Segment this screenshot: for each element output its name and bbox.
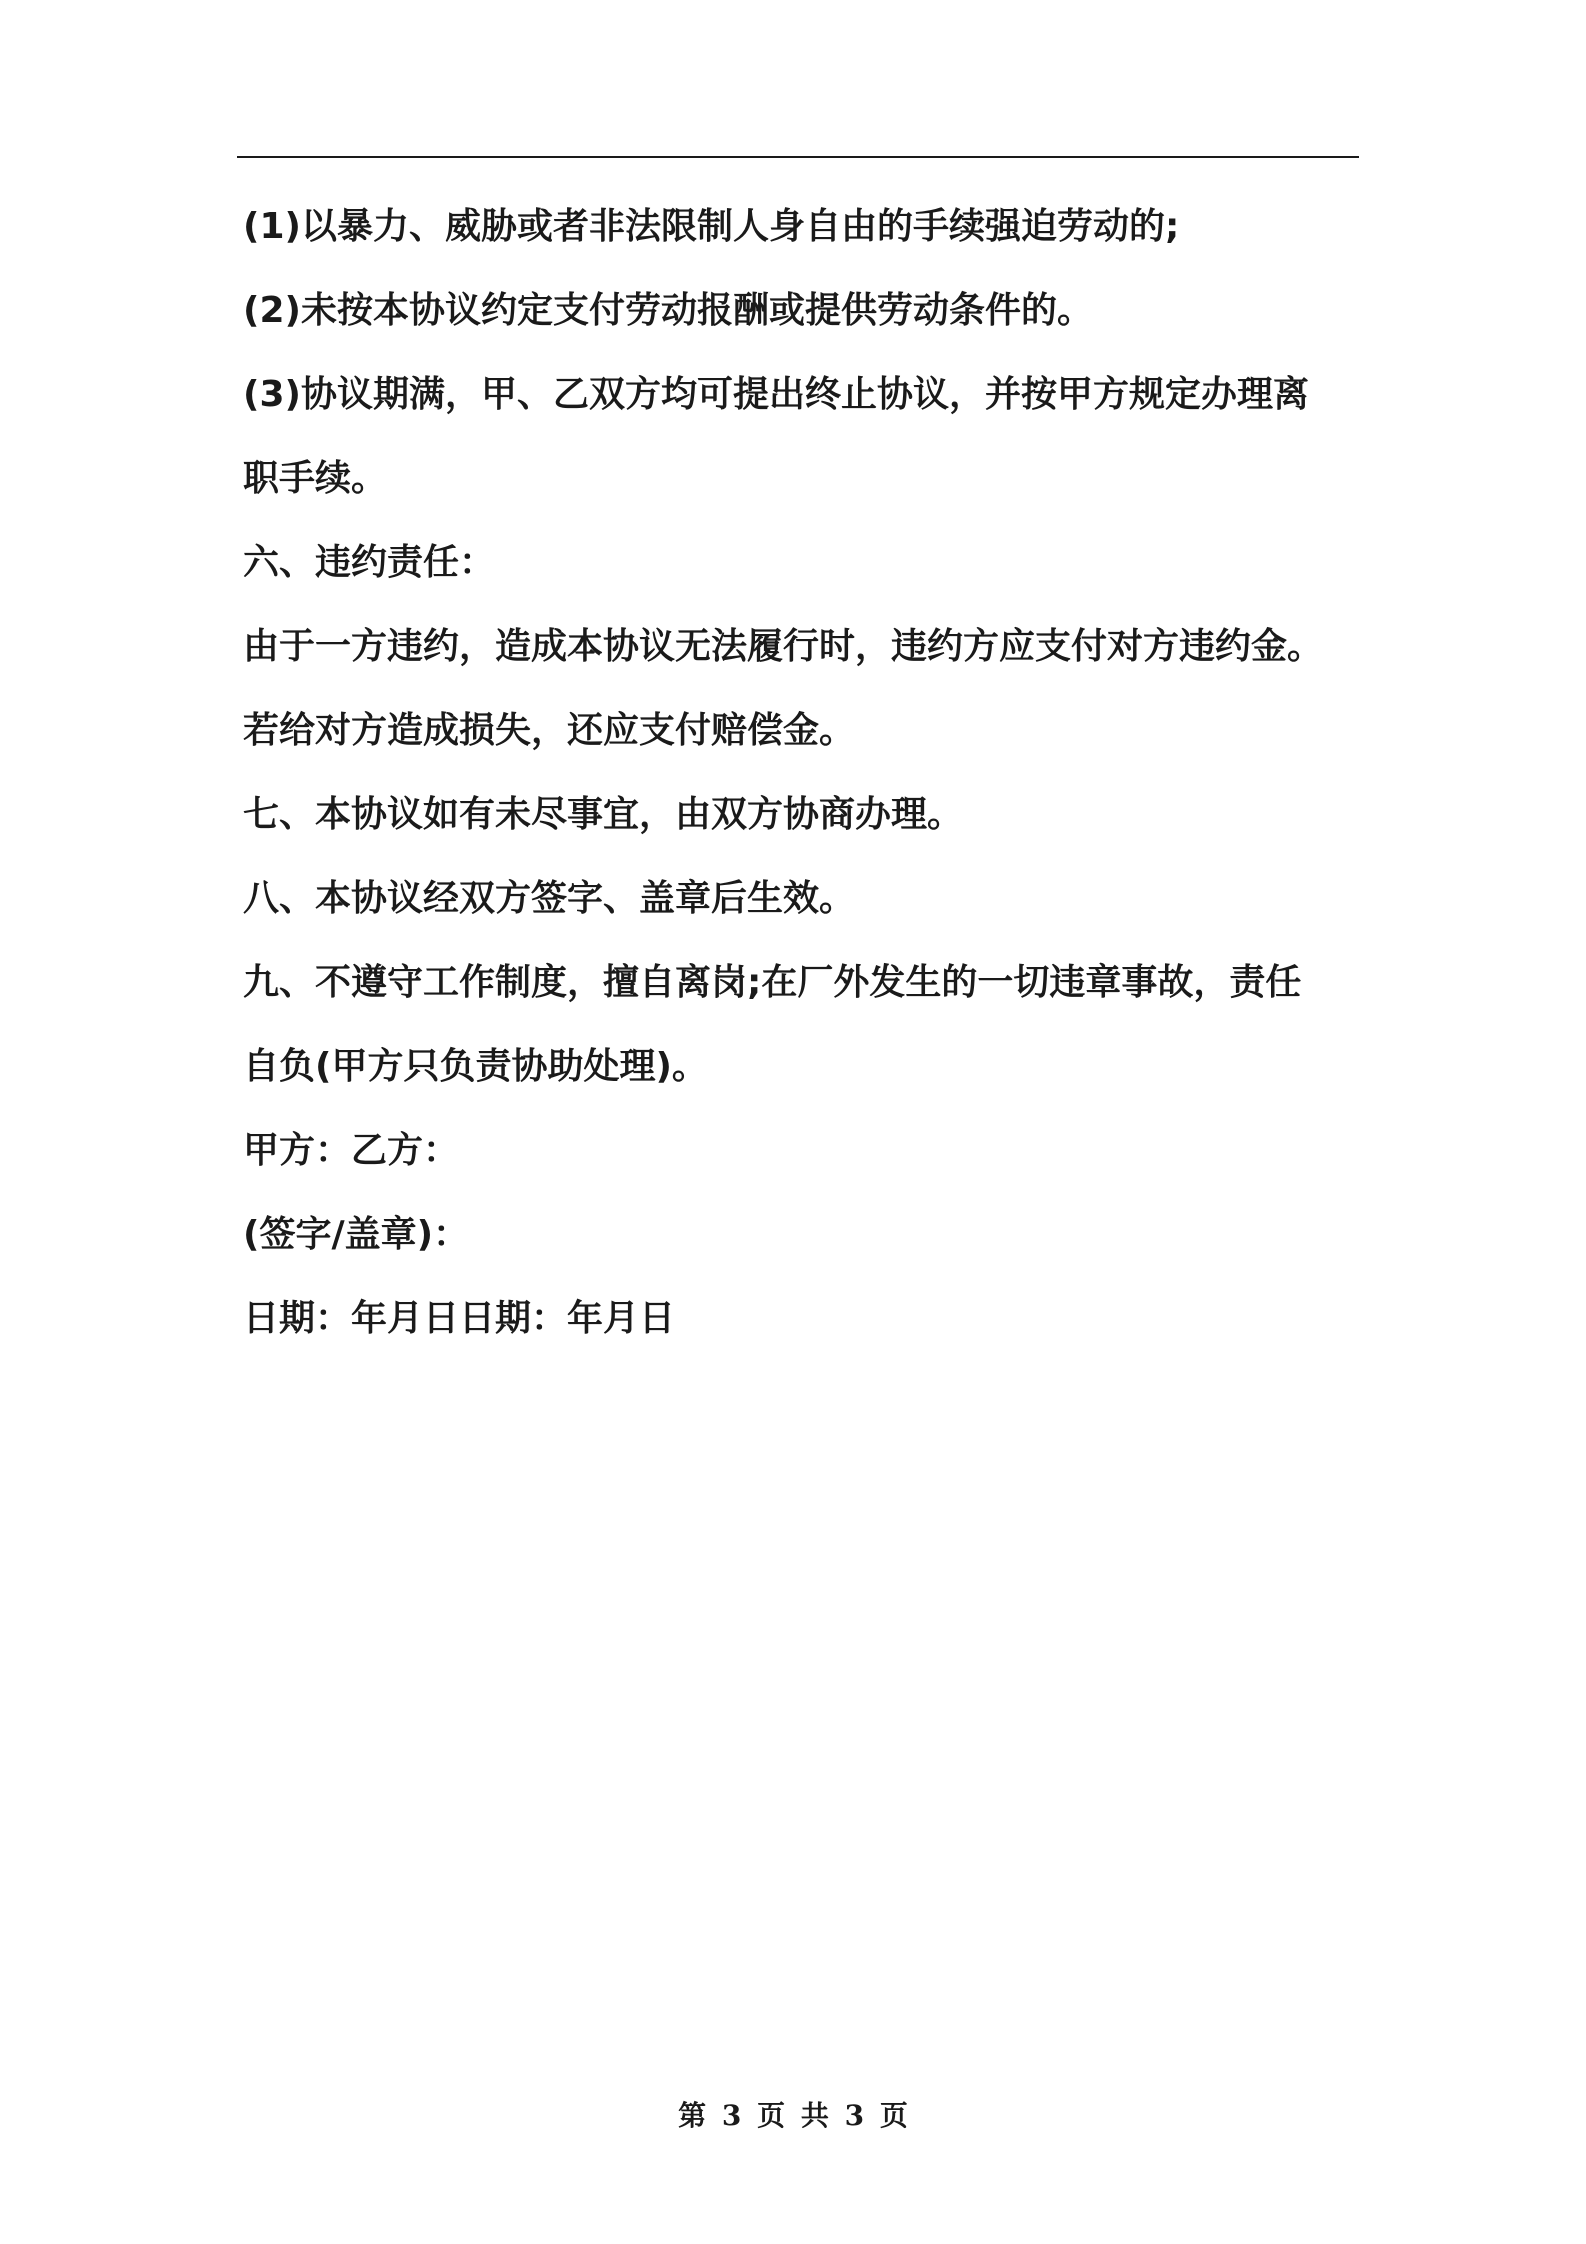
clause-5-item-2: (2)未按本协议约定支付劳动报酬或提供劳动条件的。 xyxy=(243,290,1093,331)
date-labels: 日期：年月日日期：年月日 xyxy=(243,1298,676,1339)
party-signature-labels: 甲方：乙方： xyxy=(243,1130,460,1171)
signature-stamp-label: (签字/盖章)： xyxy=(243,1214,470,1255)
breach-paragraph-line-1: 由于一方违约，造成本协议无法履行时，违约方应支付对方违约金。 xyxy=(243,626,1324,667)
breach-paragraph-line-2: 若给对方造成损失，还应支付赔偿金。 xyxy=(243,710,856,751)
clause-9-line-2: 自负(甲方只负责协助处理)。 xyxy=(243,1046,708,1087)
section-heading-breach-liability: 六、违约责任： xyxy=(243,542,496,583)
header-rule xyxy=(237,156,1359,158)
clause-9-line-1: 九、不遵守工作制度，擅自离岗;在厂外发生的一切违章事故，责任 xyxy=(243,962,1302,1003)
clause-5-item-1: (1)以暴力、威胁或者非法限制人身自由的手续强迫劳动的; xyxy=(243,206,1180,247)
clause-5-item-3-line-1: (3)协议期满，甲、乙双方均可提出终止协议，并按甲方规定办理离 xyxy=(243,374,1309,415)
page-number-footer: 第 3 页 共 3 页 xyxy=(678,2099,908,2132)
clause-7: 七、本协议如有未尽事宜，由双方协商办理。 xyxy=(243,794,964,835)
clause-8: 八、本协议经双方签字、盖章后生效。 xyxy=(243,878,856,919)
clause-5-item-3-line-2: 职手续。 xyxy=(243,458,388,499)
